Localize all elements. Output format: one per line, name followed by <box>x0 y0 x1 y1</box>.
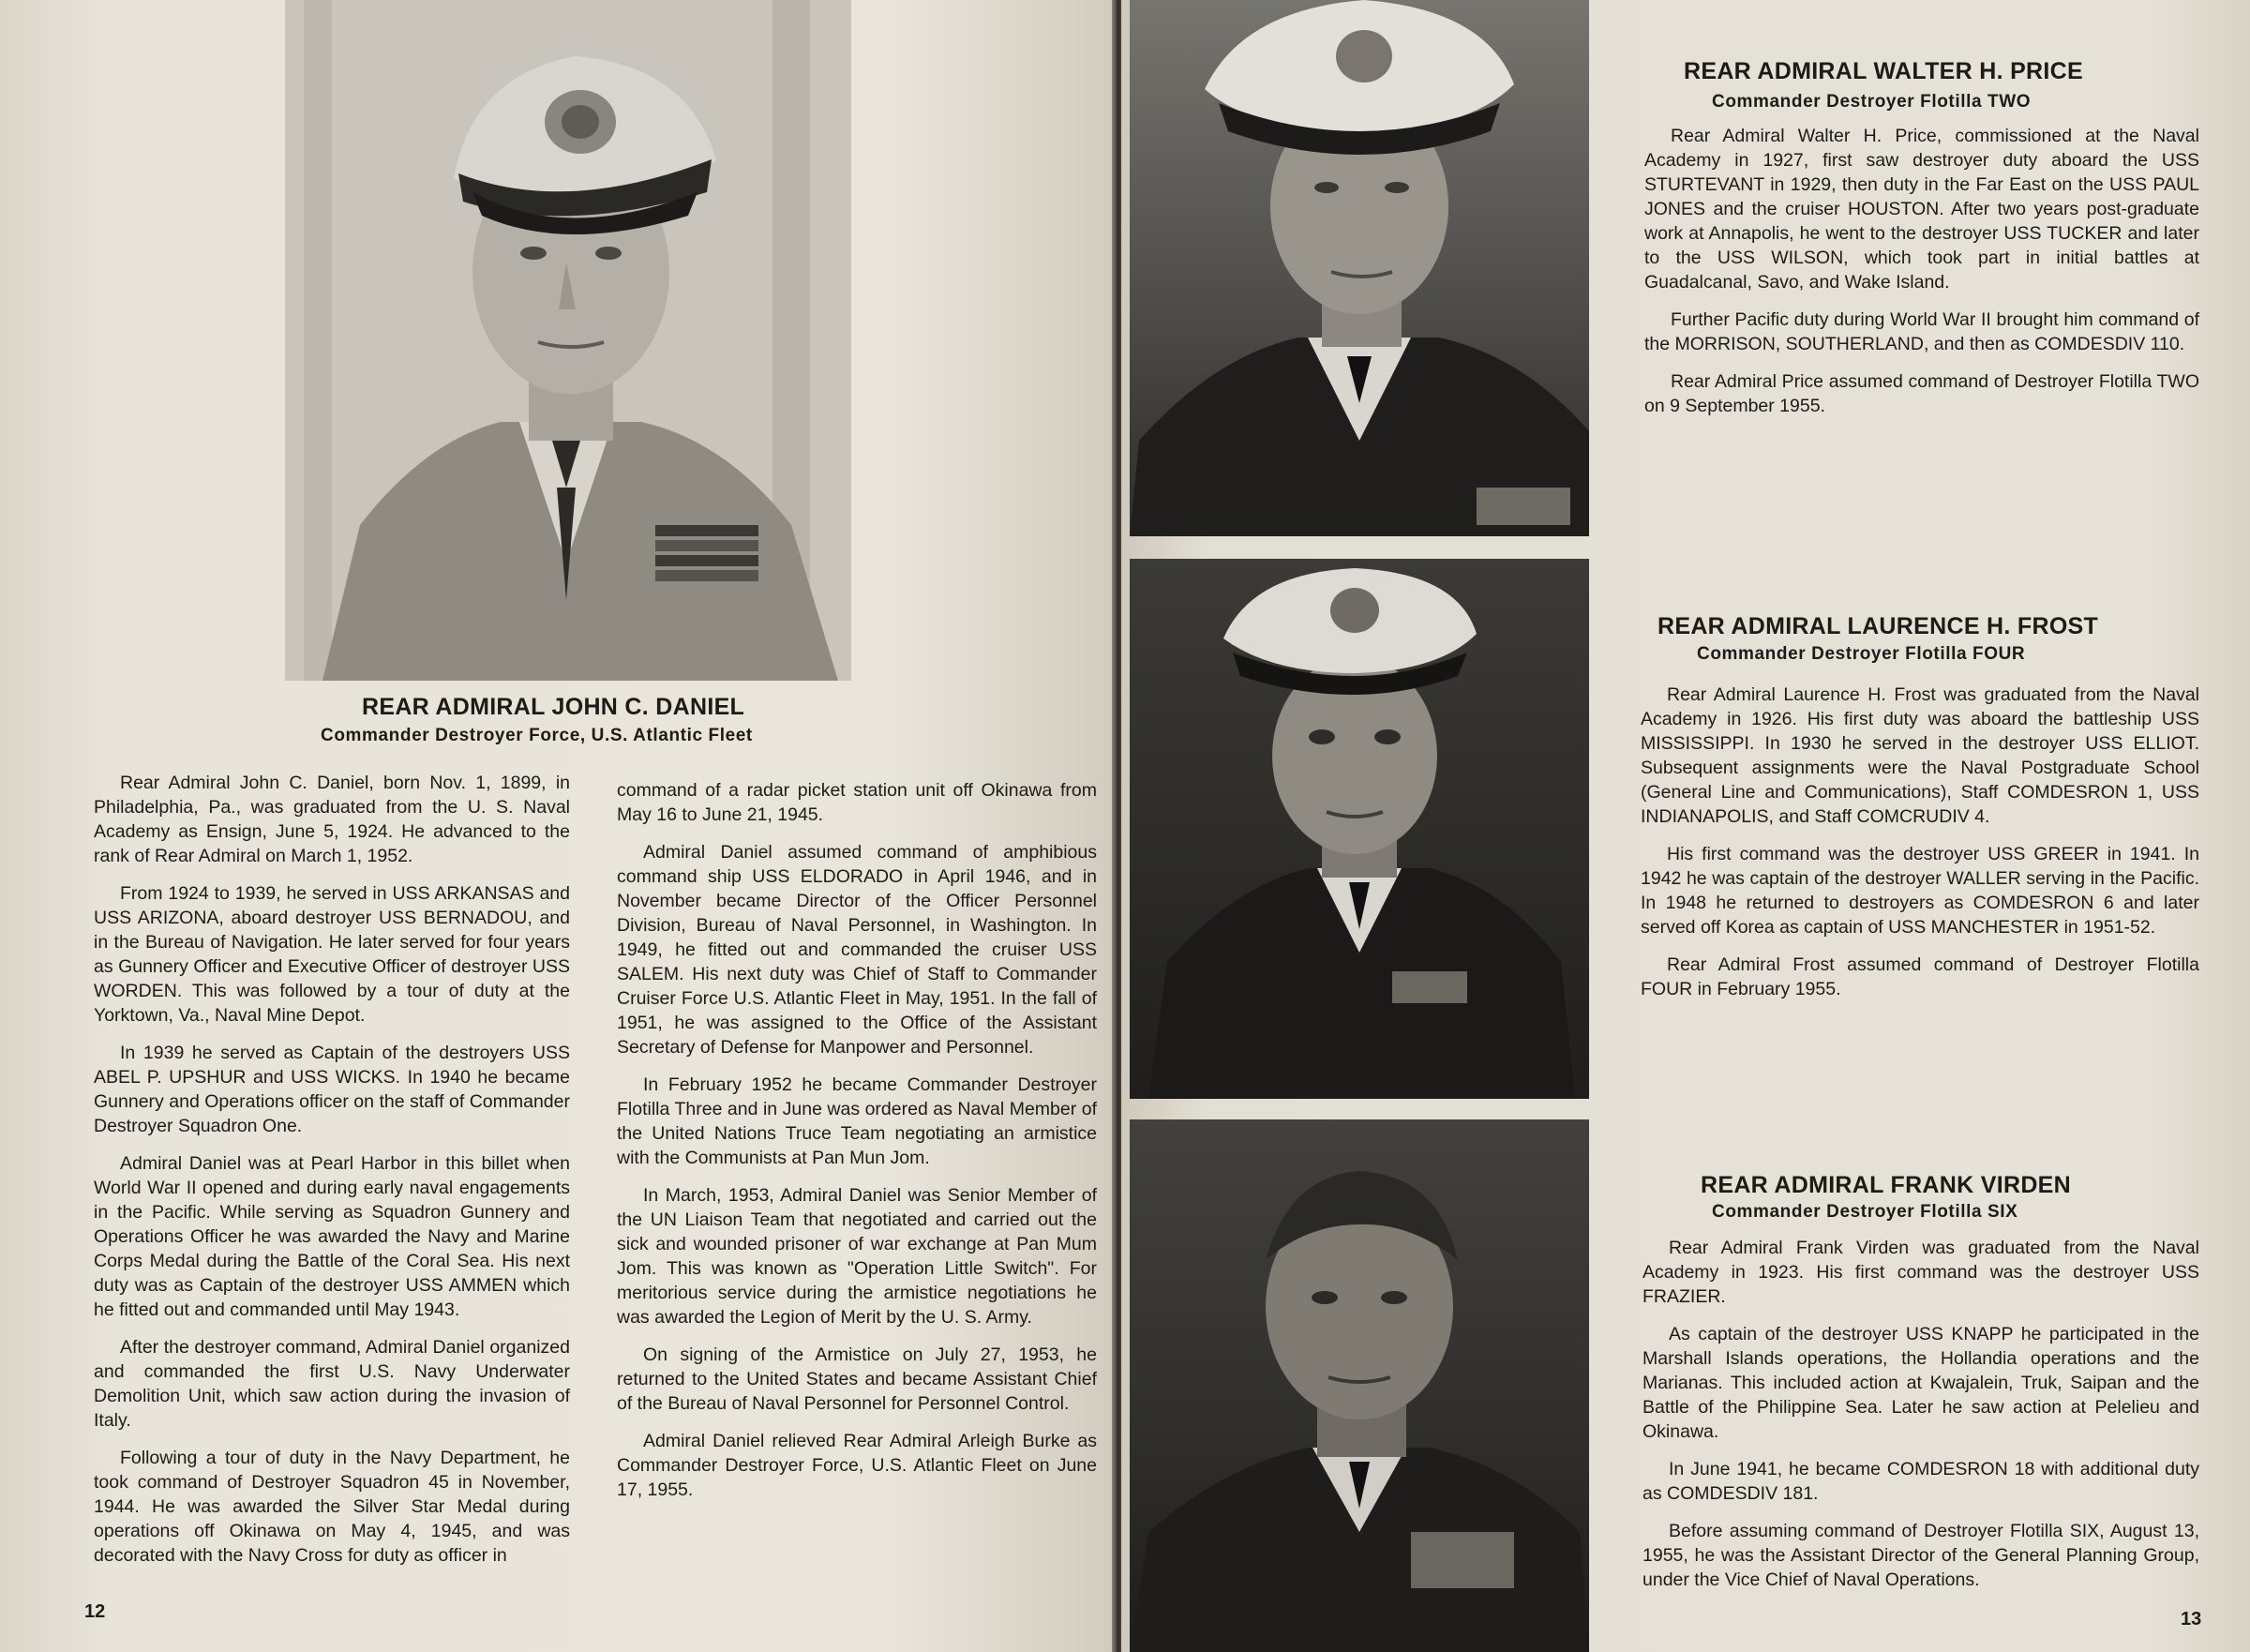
frost-paragraph: Rear Admiral Laurence H. Frost was graduated from the Naval Academy in 1926. His first duty was aboard the battleship USS MISSISSIPPI. In 1930 he served in the destroyer USS ELLIOT. Subsequent assignments were the Naval Postgraduate School (General Line and Communications), Staff COMDESRON 1, USS INDIANAPOLIS, and Staff COMCRUDIV 4. <box>1641 684 2199 827</box>
daniel-paragraph: On signing of the Armistice on July 27, 1953, he returned to the United States and became Assistant Chief of the Bureau of Naval Personnel for Personnel Control. <box>617 1344 1097 1414</box>
portrait-photo-virden <box>1130 1119 1589 1652</box>
daniel-paragraph: In March, 1953, Admiral Daniel was Senior Member of the UN Liaison Team that negotiated and carried out the sick and wounded prisoner of war exchange at Pan Mum Jom. This was known as "Operation Little Switch". For meritorious service during the armistice negotiations he was awarded the Legion of Merit by the U. S. Army. <box>617 1185 1097 1328</box>
frost-paragraph: His first command was the destroyer USS GREER in 1941. In 1942 he was captain of the destroyer WALLER serving in the Pacific. In 1948 he returned to destroyers as COMDESRON 6 and later served off Korea as captain of USS MANCHESTER in 1951-52. <box>1641 844 2199 938</box>
frost-title: REAR ADMIRAL LAURENCE H. FROST <box>1658 613 2099 639</box>
price-paragraph: Further Pacific duty during World War II brought him command of the MORRISON, SOUTHERLAND, and then as COMDESDIV 110. <box>1644 309 2199 354</box>
portrait-daniel-illustration <box>285 0 851 681</box>
page-number-right: 13 <box>2181 1609 2202 1629</box>
daniel-paragraph: Rear Admiral John C. Daniel, born Nov. 1, 1899, in Philadelphia, Pa., was graduated from the U. S. Naval Academy as Ensign, June 5, 1924. He advanced to the rank of Rear Admiral on March 1, 1952. <box>94 773 570 866</box>
portrait-photo-price <box>1130 0 1589 536</box>
virden-title: REAR ADMIRAL FRANK VIRDEN <box>1701 1172 2071 1198</box>
portrait-virden-illustration <box>1130 1119 1589 1652</box>
price-subtitle: Commander Destroyer Flotilla TWO <box>1712 92 2032 112</box>
virden-paragraph: As captain of the destroyer USS KNAPP he participated in the Marshall Islands operations, the Hollandia operations and the Marianas. This included action at Kwajalein, Truk, Saipan and the Battle of the Philippine Sea. Later he saw action at Pelelieu and Okinawa. <box>1642 1324 2199 1442</box>
left-page <box>0 0 1116 1652</box>
portrait-price-illustration <box>1130 0 1589 536</box>
frost-subtitle: Commander Destroyer Flotilla FOUR <box>1697 644 2026 664</box>
frost-bio <box>1641 683 2199 1014</box>
virden-paragraph: Rear Admiral Frank Virden was graduated from the Naval Academy in 1923. His first command was the destroyer USS FRAZIER. <box>1642 1238 2199 1307</box>
virden-bio <box>1642 1236 2199 1605</box>
daniel-paragraph: In February 1952 he became Commander Destroyer Flotilla Three and in June was ordered as Naval Member of the United Nations Truce Team negotiating an armistice with the Communists at Pan Mun Jom. <box>617 1074 1097 1168</box>
daniel-paragraph: Admiral Daniel was at Pearl Harbor in this billet when World War II opened and during early naval engagements in the Pacific. While serving as Squadron Gunnery and Operations Officer he was awarded the Navy and Marine Corps Medal during the Battle of the Coral Sea. His next duty was as Captain of the destroyer USS AMMEN which he fitted out and commanded until May 1943. <box>94 1153 570 1320</box>
price-title: REAR ADMIRAL WALTER H. PRICE <box>1684 58 2083 84</box>
virden-paragraph: In June 1941, he became COMDESRON 18 with additional duty as COMDESDIV 181. <box>1642 1459 2199 1504</box>
price-paragraph: Rear Admiral Walter H. Price, commissioned at the Naval Academy in 1927, first saw destroyer duty aboard the USS STURTEVANT in 1929, then duty in the Far East on the USS PAUL JONES and the cruiser HOUSTON. After two years post-graduate work at Annapolis, he went to the destroyer USS TUCKER and later to the USS WILSON, which took part in initial battles at Guadalcanal, Savo, and Wake Island. <box>1644 126 2199 293</box>
daniel-paragraph: In 1939 he served as Captain of the destroyers USS ABEL P. UPSHUR and USS WICKS. In 1940 he became Gunnery and Operations officer on the staff of Commander Destroyer Squadron One. <box>94 1043 570 1136</box>
virden-paragraph: Before assuming command of Destroyer Flotilla SIX, August 13, 1955, he was the Assistant Director of the General Planning Group, under the Vice Chief of Naval Operations. <box>1642 1521 2199 1590</box>
portrait-photo-daniel <box>285 0 851 681</box>
price-bio <box>1644 124 2199 431</box>
page-number-left: 12 <box>84 1601 106 1622</box>
portrait-photo-frost <box>1130 559 1589 1099</box>
daniel-paragraph: Admiral Daniel assumed command of amphibious command ship USS ELDORADO in April 1946, and in November became Director of the Officer Personnel Division, Bureau of Naval Personnel, in Washington. In 1949, he fitted out and commanded the cruiser USS SALEM. His next duty was Chief of Staff to Commander Cruiser Force U.S. Atlantic Fleet in May, 1951. In the fall of 1951, he was assigned to the Office of the Assistant Secretary of Defense for Manpower and Personnel. <box>617 842 1097 1058</box>
daniel-paragraph: From 1924 to 1939, he served in USS ARKANSAS and USS ARIZONA, aboard destroyer USS BERNADOU, and in the Bureau of Navigation. He later served for four years as Gunnery Officer and Executive Officer of destroyer USS WORDEN. This was followed by a tour of duty at the Yorktown, Va., Naval Mine Depot. <box>94 883 570 1026</box>
right-page <box>1121 0 2250 1652</box>
daniel-title: REAR ADMIRAL JOHN C. DANIEL <box>362 694 745 720</box>
daniel-column-2 <box>617 778 1097 1515</box>
portrait-frost-illustration <box>1130 559 1589 1099</box>
daniel-column-1 <box>94 771 570 1581</box>
daniel-subtitle: Commander Destroyer Force, U.S. Atlantic Fleet <box>321 726 753 745</box>
daniel-paragraph: Following a tour of duty in the Navy Department, he took command of Destroyer Squadron 45 in November, 1944. He was awarded the Silver Star Medal during operations off Okinawa on May 4, 1945, and was decorated with the Navy Cross for duty as officer in <box>94 1448 570 1566</box>
virden-subtitle: Commander Destroyer Flotilla SIX <box>1712 1202 2018 1222</box>
daniel-paragraph: Admiral Daniel relieved Rear Admiral Arleigh Burke as Commander Destroyer Force, U.S. Atlantic Fleet on June 17, 1955. <box>617 1431 1097 1500</box>
daniel-paragraph-continued: command of a radar picket station unit off Okinawa from May 16 to June 21, 1945. <box>617 780 1097 825</box>
price-paragraph: Rear Admiral Price assumed command of Destroyer Flotilla TWO on 9 September 1955. <box>1644 371 2199 416</box>
frost-paragraph: Rear Admiral Frost assumed command of Destroyer Flotilla FOUR in February 1955. <box>1641 954 2199 999</box>
daniel-paragraph: After the destroyer command, Admiral Daniel organized and commanded the first U.S. Navy Underwater Demolition Unit, which saw action during the invasion of Italy. <box>94 1337 570 1431</box>
